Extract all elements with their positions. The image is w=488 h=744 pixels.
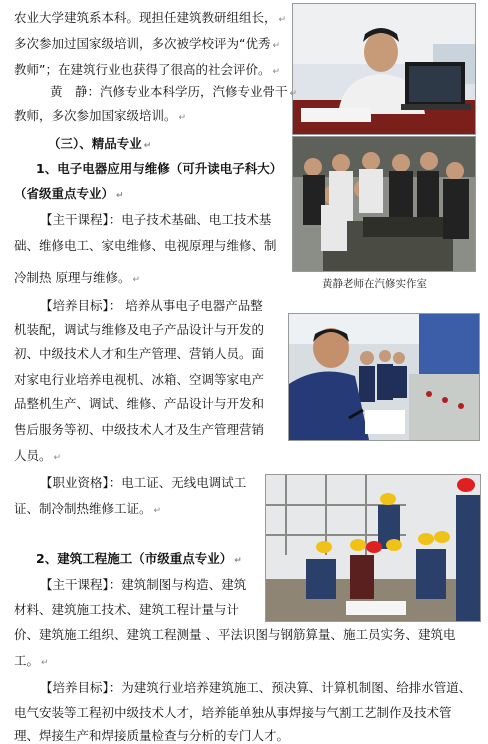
text-line: 初、中级技术人才和生产管理、营销人员。面: [14, 346, 265, 361]
photo-electronics-lab: [288, 313, 480, 441]
photo-caption: 黄静老师在汽修实作室: [322, 278, 427, 290]
text-line: 冷制热 原理与维修。 ↵: [14, 270, 141, 285]
major-title: 2、建筑工程施工（市级重点专业） ↵: [36, 551, 242, 566]
photo-teacher-desk: [292, 3, 476, 135]
text-line: 【培养目标】： 培养从事电子电器产品整: [40, 298, 263, 313]
text-line: 机装配，调试与维修及电子产品设计与开发的: [14, 322, 265, 337]
major-level: （省级重点专业） ↵: [14, 186, 124, 201]
text-line: 人员。 ↵: [14, 448, 62, 463]
text-line: 工。 ↵: [14, 653, 49, 668]
text-line: 多次参加过国家级培训，多次被学校评为“优秀 ↵: [14, 36, 281, 51]
text-line: 证、制冷制热维修工证。 ↵: [14, 501, 162, 516]
text-line: 【主干课程】：建筑制图与构造、建筑: [40, 577, 247, 592]
text-line: 【培养目标】：为建筑行业培养建筑施工、预决算、计算机制图、给排水管道、: [40, 680, 472, 695]
text-line: 售后服务等初、中级技术人才及生产管理营销: [14, 422, 265, 437]
photo-construction-site: [265, 474, 481, 622]
section-heading: （三）、精品专业 ↵: [48, 136, 152, 151]
text-line: 对家电行业培养电视机、冰箱、空调等家电产: [14, 372, 265, 387]
text-line: 材料、建筑施工技术、建筑工程计量与计: [14, 602, 240, 617]
text-line: 教师，多次参加国家级培训。 ↵: [14, 108, 187, 123]
text-line: 农业大学建筑系本科。现担任建筑教研组组长， ↵: [14, 10, 287, 25]
major-title: 1、电子电器应用与维修（可升读电子科大）: [36, 161, 283, 176]
text-line: 【职业资格】：电工证、无线电调试工: [40, 475, 247, 490]
text-line: 【主干课程】：电子技术基础、电工技术基: [40, 212, 272, 227]
text-line: 教师”；在建筑行业也获得了很高的社会评价。 ↵: [14, 62, 281, 77]
text-line: 品整机生产、调试、维修、产品设计与开发和: [14, 396, 265, 411]
photo-auto-repair-workshop: [292, 136, 476, 272]
text-line: 黄 静：汽修专业本科学历，汽修专业骨干 ↵: [50, 84, 298, 99]
text-line: 电气安装等工程初中级技术人才，培养能单独从事焊接与气割工艺制作及技术管: [14, 705, 452, 720]
text-line: 理、焊接生产和焊接质量检查与分析的专门人才。: [14, 728, 290, 743]
text-line: 价、建筑施工组织、建筑工程测量 、平法识图与钢筋算量、施工员实务、建筑电: [14, 627, 456, 642]
text-line: 础、维修电工、家电维修、电视原理与维修、制: [14, 238, 277, 253]
